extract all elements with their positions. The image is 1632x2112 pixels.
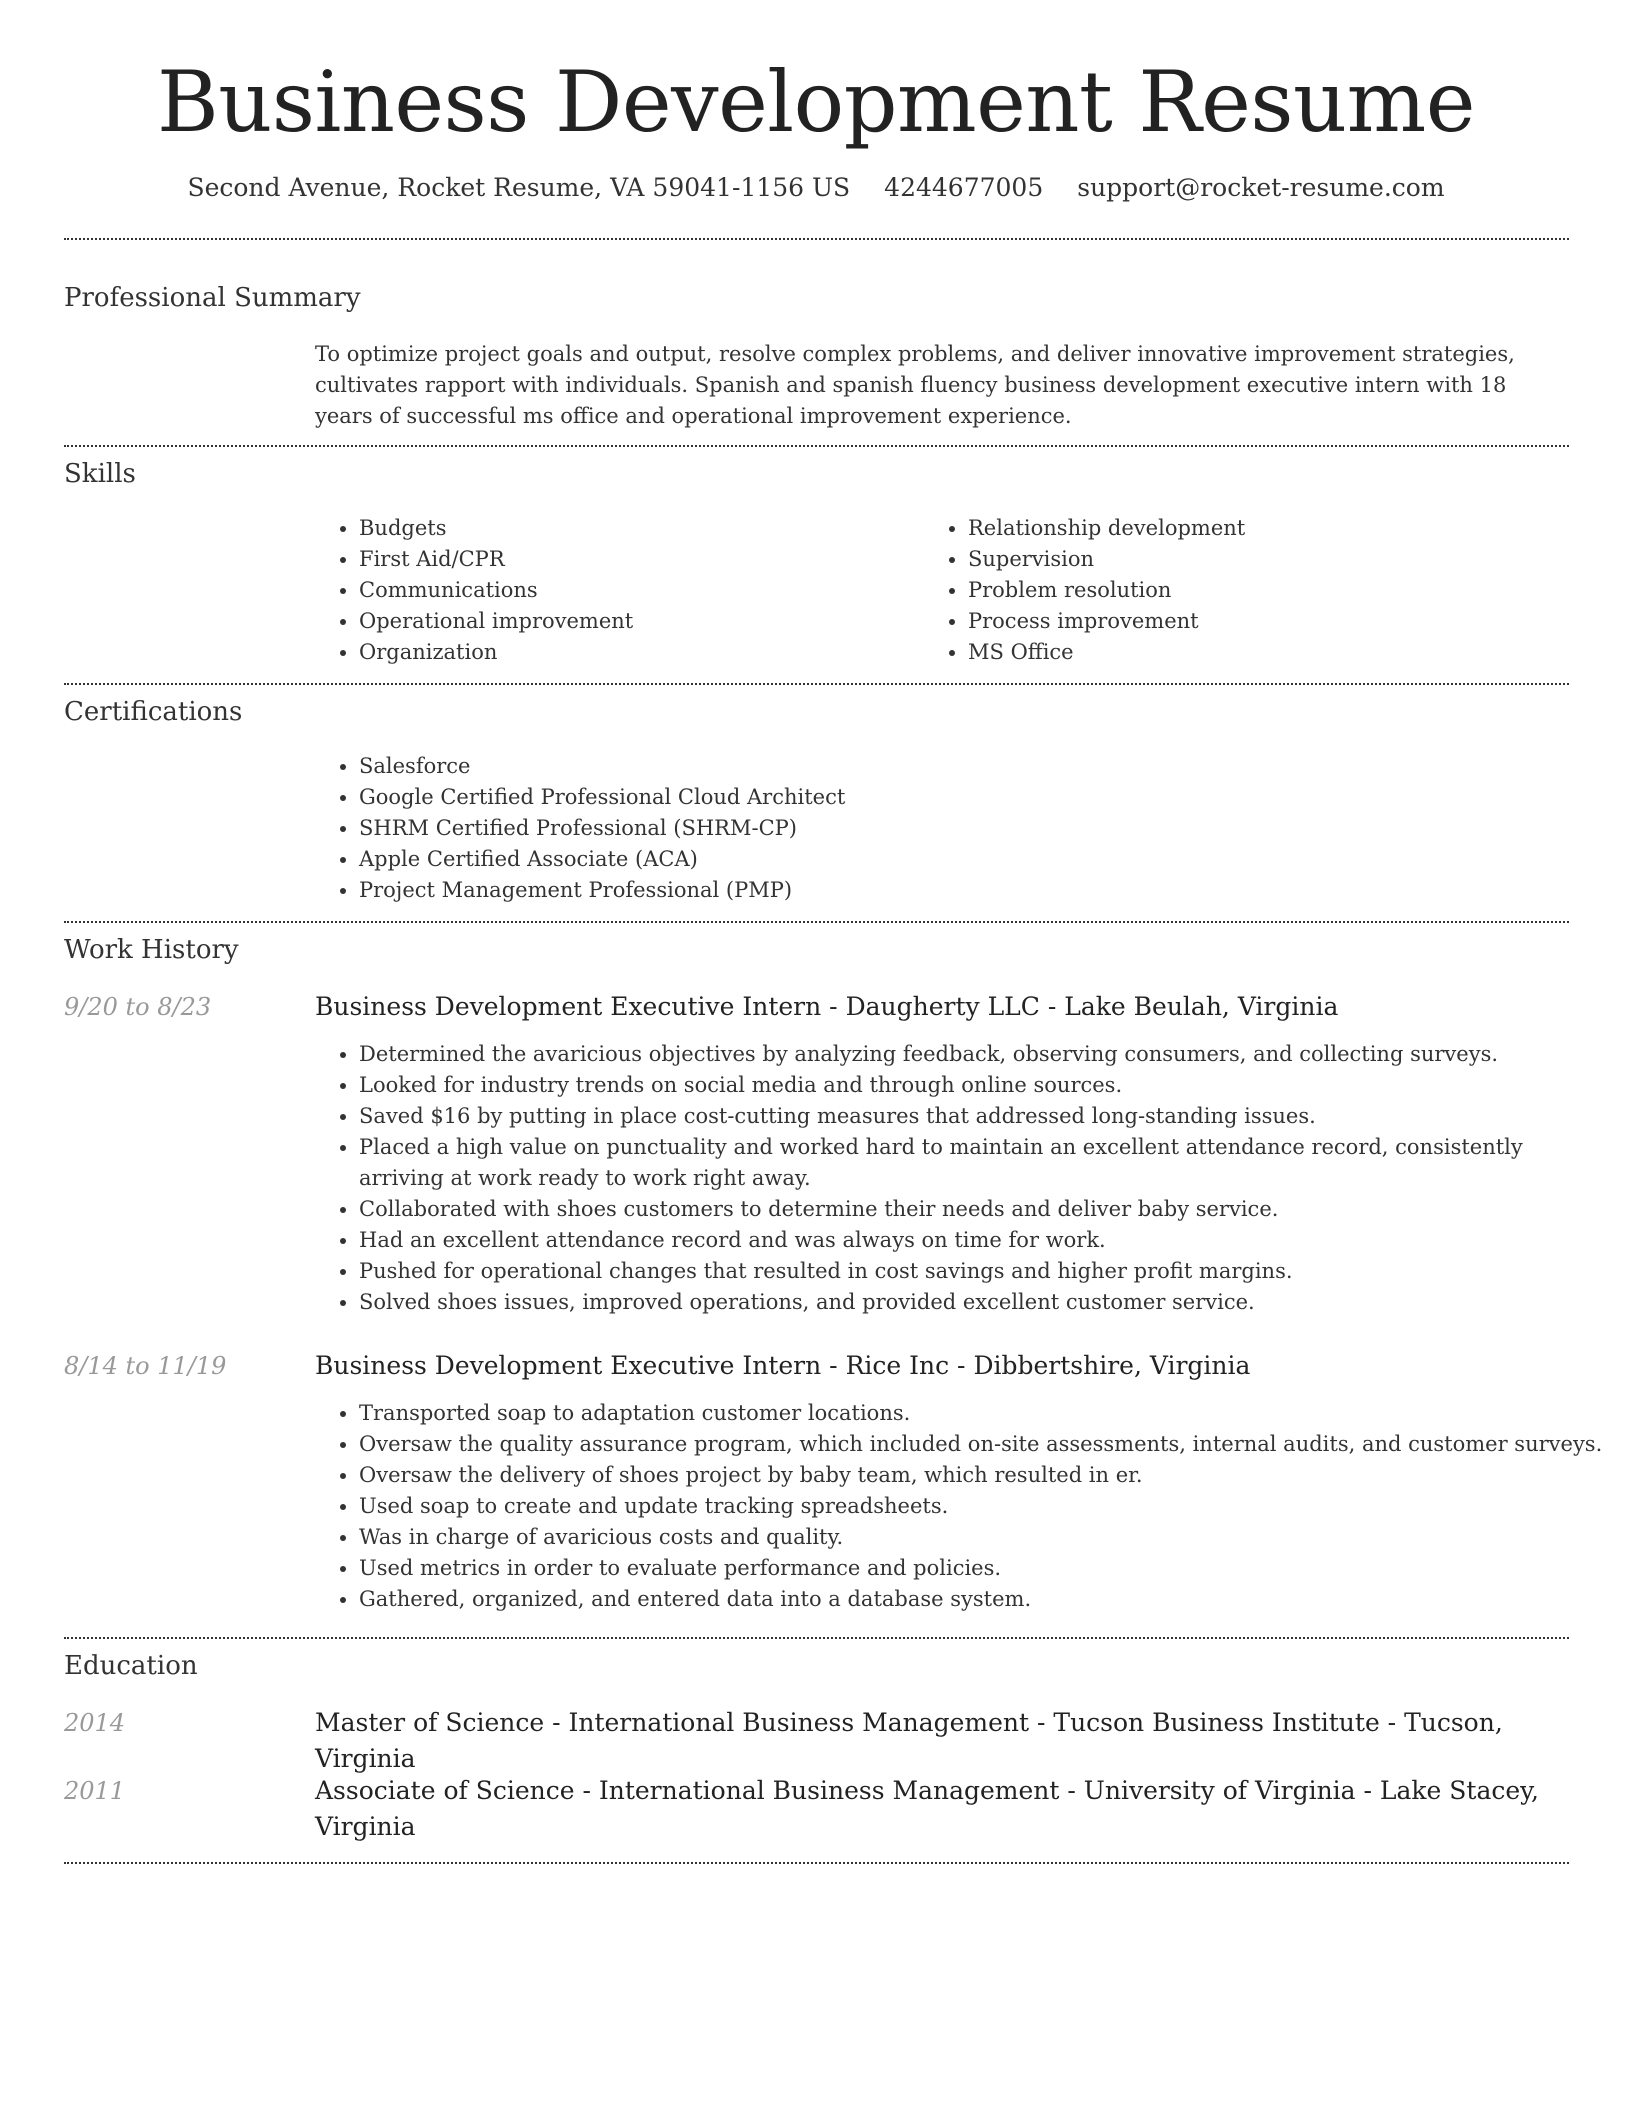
section-divider bbox=[64, 1637, 1569, 1639]
certifications-heading: Certifications bbox=[64, 697, 243, 727]
job-bullet: • Solved shoes issues, improved operations, and provided excellent customer service. bbox=[359, 1287, 1584, 1318]
section-divider bbox=[64, 445, 1569, 447]
job-bullet: • Transported soap to adaptation customer locations. bbox=[359, 1398, 1609, 1429]
skill-item: • First Aid/CPR bbox=[359, 544, 919, 575]
job-bullet: • Used soap to create and update tracking spreadsheets. bbox=[359, 1491, 1609, 1522]
summary-text: To optimize project goals and output, resolve complex problems, and deliver innovative improvement strategies, cultivates rapport with individuals. Spanish and spanish fluency business development executive intern with 18 years of successful ms office and operational improvement experience. bbox=[315, 342, 1515, 428]
job-bullet: • Pushed for operational changes that resulted in cost savings and higher profit margins. bbox=[359, 1256, 1584, 1287]
certifications-list bbox=[315, 751, 1559, 906]
job-bullet: • Used metrics in order to evaluate performance and policies. bbox=[359, 1553, 1609, 1584]
certification-item: • SHRM Certified Professional (SHRM-CP) bbox=[359, 813, 1559, 844]
certification-item: • Apple Certified Associate (ACA) bbox=[359, 844, 1559, 875]
job-bullet: • Had an excellent attendance record and was always on time for work. bbox=[359, 1225, 1584, 1256]
resume-title: Business Development Resume bbox=[157, 53, 1475, 151]
job-bullet: • Placed a high value on punctuality and worked hard to maintain an excellent attendance record, consistently arriving at work ready to work right away. bbox=[359, 1132, 1584, 1194]
contact-email: support@rocket-resume.com bbox=[1077, 173, 1445, 202]
job-bullet: • Looked for industry trends on social media and through online sources. bbox=[359, 1070, 1584, 1101]
job-bullet: • Determined the avaricious objectives by analyzing feedback, observing consumers, and collecting surveys. bbox=[359, 1039, 1584, 1070]
work-heading: Work History bbox=[64, 935, 239, 965]
job-title: Business Development Executive Intern - Daugherty LLC - Lake Beulah, Virginia bbox=[315, 992, 1339, 1021]
education-heading: Education bbox=[64, 1651, 198, 1681]
job-bullets bbox=[315, 1398, 1609, 1615]
contact-line bbox=[0, 170, 1632, 206]
skill-item: • Operational improvement bbox=[359, 606, 919, 637]
job-title: Business Development Executive Intern - Rice Inc - Dibbertshire, Virginia bbox=[315, 1351, 1251, 1380]
skill-item: • MS Office bbox=[968, 637, 1568, 668]
skills-list-right bbox=[924, 513, 1568, 668]
education-year: 2014 bbox=[64, 1709, 126, 1737]
education-degree: Master of Science - International Business Management - Tucson Business Institute - Tucson, Virginia bbox=[315, 1708, 1503, 1773]
contact-address: Second Avenue, Rocket Resume, VA 59041-1156 US bbox=[187, 173, 851, 202]
job-dates: 8/14 to 11/19 bbox=[64, 1352, 227, 1380]
job-bullet: • Collaborated with shoes customers to determine their needs and deliver baby service. bbox=[359, 1194, 1584, 1225]
job-bullet: • Saved $16 by putting in place cost-cutting measures that addressed long-standing issues. bbox=[359, 1101, 1584, 1132]
skill-item: • Supervision bbox=[968, 544, 1568, 575]
job-bullets bbox=[315, 1039, 1584, 1318]
job-bullet: • Oversaw the quality assurance program, which included on-site assessments, internal audits, and customer surveys. bbox=[359, 1429, 1609, 1460]
section-divider bbox=[64, 921, 1569, 923]
certification-item: • Salesforce bbox=[359, 751, 1559, 782]
skill-item: • Relationship development bbox=[968, 513, 1568, 544]
education-year: 2011 bbox=[64, 1777, 126, 1805]
certification-item: • Project Management Professional (PMP) bbox=[359, 875, 1559, 906]
education-degree: Associate of Science - International Business Management - University of Virginia - Lake Stacey, Virginia bbox=[315, 1776, 1539, 1841]
skill-item: • Organization bbox=[359, 637, 919, 668]
job-bullet: • Gathered, organized, and entered data into a database system. bbox=[359, 1584, 1609, 1615]
skill-item: • Communications bbox=[359, 575, 919, 606]
section-divider bbox=[64, 683, 1569, 685]
job-bullet: • Oversaw the delivery of shoes project by baby team, which resulted in er. bbox=[359, 1460, 1609, 1491]
skills-heading: Skills bbox=[64, 459, 136, 489]
skills-list-left bbox=[315, 513, 919, 668]
section-divider bbox=[64, 238, 1569, 240]
skill-item: • Budgets bbox=[359, 513, 919, 544]
job-bullet: • Was in charge of avaricious costs and quality. bbox=[359, 1522, 1609, 1553]
skill-item: • Process improvement bbox=[968, 606, 1568, 637]
job-dates: 9/20 to 8/23 bbox=[64, 993, 212, 1021]
skill-item: • Problem resolution bbox=[968, 575, 1568, 606]
summary-heading: Professional Summary bbox=[64, 283, 361, 313]
certification-item: • Google Certified Professional Cloud Architect bbox=[359, 782, 1559, 813]
contact-phone: 4244677005 bbox=[884, 173, 1044, 202]
section-divider bbox=[64, 1862, 1569, 1864]
